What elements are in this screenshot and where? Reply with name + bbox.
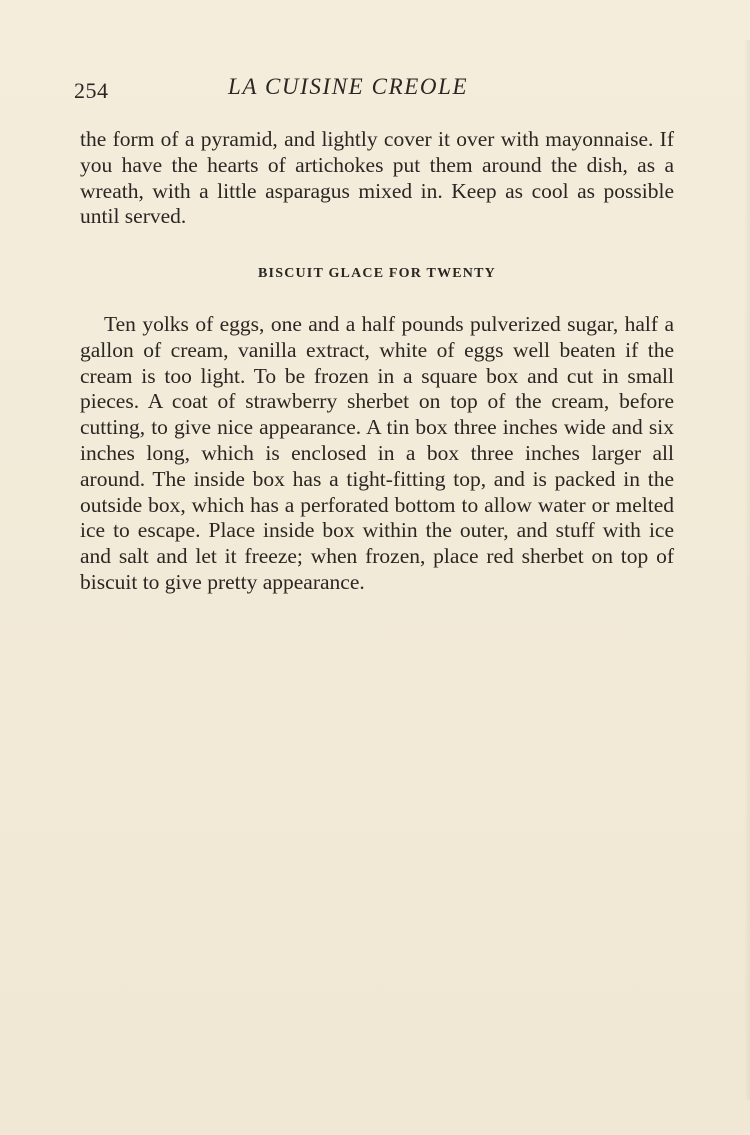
running-head	[74, 74, 674, 106]
section-heading: BISCUIT GLACE FOR TWENTY	[258, 266, 496, 281]
recipe-paragraph: Ten yolks of eggs, one and a half pounds pulverized sugar, half a gallon of cream, vanilla extract, white of eggs well beaten if the cream is too light. To be frozen in a square box and cut in small pieces. A coat of strawberry sherbet on top of the cream, before cutting, to give nice appearance. A tin box three inches wide and six inches long, which is enclosed in a box three inches larger all around. The inside box has a tight-fitting top, and is packed in the outside box, which has a perforated bottom to allow water or melted ice to escape. Place inside box within the outer, and stuff with ice and salt and let it freeze; when frozen, place red sherbet on top of biscuit to give pretty appearance.	[80, 312, 674, 594]
page-edge-shadow	[744, 40, 750, 1100]
running-title: LA CUISINE CREOLE	[228, 74, 469, 99]
page-number: 254	[74, 78, 109, 103]
continuation-paragraph: the form of a pyramid, and lightly cover it over with mayonnaise. If you have the hearts of artichokes put them around the dish, as a wreath, with a little asparagus mixed in. Keep as cool as possible until served.	[80, 127, 674, 229]
